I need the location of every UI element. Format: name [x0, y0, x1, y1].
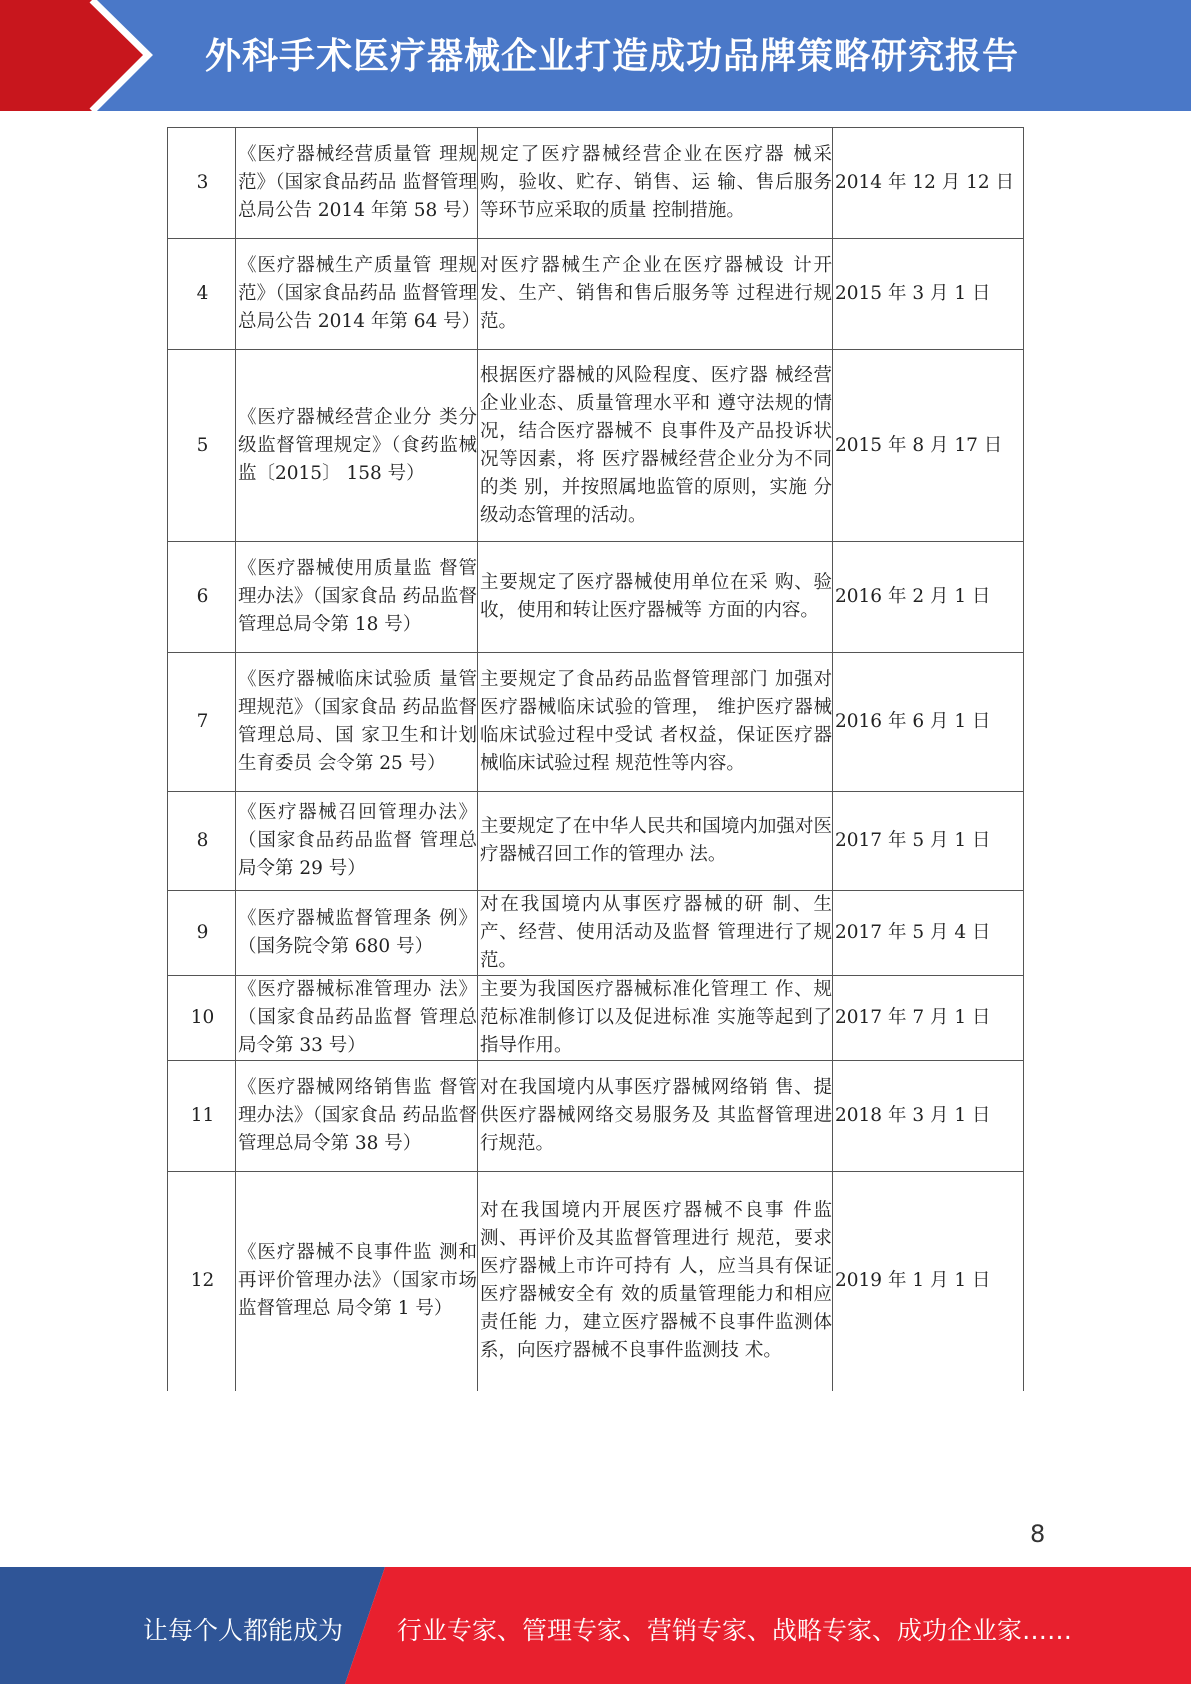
row-number: 11	[168, 1061, 236, 1172]
effective-date: 2019 年 1 月 1 日	[833, 1172, 1024, 1391]
footer-slogan-left: 让每个人都能成为	[143, 1616, 344, 1645]
row-number: 4	[168, 239, 236, 350]
effective-date: 2016 年 2 月 1 日	[833, 542, 1024, 653]
table-row	[168, 1172, 1024, 1391]
effective-date: 2017 年 5 月 4 日	[833, 891, 1024, 976]
regulation-description: 对医疗器械生产企业在医疗器械设 计开发、生产、销售和售后服务等 过程进行规范。	[478, 239, 833, 350]
regulation-description: 对在我国境内从事医疗器械网络销 售、提供医疗器械网络交易服务及 其监督管理进行规范。	[478, 1061, 833, 1172]
page-header	[0, 0, 1191, 111]
row-number: 5	[168, 350, 236, 542]
effective-date: 2016 年 6 月 1 日	[833, 653, 1024, 792]
table-row	[168, 976, 1024, 1061]
regulation-name: 《医疗器械临床试验质 量管理规范》（国家食品 药品监督管理总局、国 家卫生和计划生育委员 会令第 25 号）	[236, 653, 478, 792]
row-number: 8	[168, 792, 236, 891]
table-row	[168, 792, 1024, 891]
regulation-description: 主要规定了在中华人民共和国境内加强对医疗器械召回工作的管理办 法。	[478, 792, 833, 891]
page-number: 8	[1030, 1520, 1046, 1548]
regulation-name: 《医疗器械使用质量监 督管理办法》（国家食品 药品监督管理总局令第 18 号）	[236, 542, 478, 653]
regulation-description: 主要规定了食品药品监督管理部门 加强对医疗器械临床试验的管理， 维护医疗器械临床试验过程中受试 者权益，保证医疗器械临床试验过程 规范性等内容。	[478, 653, 833, 792]
regulations-table	[167, 127, 1024, 1391]
table-row	[168, 350, 1024, 542]
header-arrow-decoration	[0, 0, 160, 111]
effective-date: 2015 年 3 月 1 日	[833, 239, 1024, 350]
row-number: 6	[168, 542, 236, 653]
effective-date: 2017 年 5 月 1 日	[833, 792, 1024, 891]
row-number: 9	[168, 891, 236, 976]
table-row	[168, 239, 1024, 350]
row-number: 12	[168, 1172, 236, 1391]
regulation-name: 《医疗器械网络销售监 督管理办法》（国家食品 药品监督管理总局令第 38 号）	[236, 1061, 478, 1172]
effective-date: 2017 年 7 月 1 日	[833, 976, 1024, 1061]
regulation-name: 《医疗器械标准管理办 法》（国家食品药品监督 管理总局令第 33 号）	[236, 976, 478, 1061]
regulation-description: 对在我国境内开展医疗器械不良事 件监测、再评价及其监督管理进行 规范，要求医疗器械上市许可持有 人，应当具有保证医疗器械安全有 效的质量管理能力和相应责任能 力，建立医疗器械不良事件监测体 系，向医疗器械不良事件监测技 术。	[478, 1172, 833, 1391]
effective-date: 2018 年 3 月 1 日	[833, 1061, 1024, 1172]
row-number: 10	[168, 976, 236, 1061]
effective-date: 2015 年 8 月 17 日	[833, 350, 1024, 542]
regulation-name: 《医疗器械监督管理条 例》（国务院令第 680 号）	[236, 891, 478, 976]
table-row	[168, 128, 1024, 239]
regulation-description: 主要规定了医疗器械使用单位在采 购、验收，使用和转让医疗器械等 方面的内容。	[478, 542, 833, 653]
table-row	[168, 891, 1024, 976]
page-footer	[0, 1567, 1191, 1684]
table-row	[168, 1061, 1024, 1172]
regulation-name: 《医疗器械不良事件监 测和再评价管理办法》（国家市场监督管理总 局令第 1 号）	[236, 1172, 478, 1391]
row-number: 3	[168, 128, 236, 239]
report-title: 外科手术医疗器械企业打造成功品牌策略研究报告	[205, 36, 1020, 77]
row-number: 7	[168, 653, 236, 792]
regulation-name: 《医疗器械经营质量管 理规范》（国家食品药品 监督管理总局公告 2014 年第 58 号）	[236, 128, 478, 239]
effective-date: 2014 年 12 月 12 日	[833, 128, 1024, 239]
regulation-description: 规定了医疗器械经营企业在医疗器 械采购，验收、贮存、销售、运 输、售后服务等环节应采取的质量 控制措施。	[478, 128, 833, 239]
regulation-name: 《医疗器械生产质量管 理规范》（国家食品药品 监督管理总局公告 2014 年第 64 号）	[236, 239, 478, 350]
table-row	[168, 653, 1024, 792]
footer-slogan-right: 行业专家、管理专家、营销专家、战略专家、成功企业家……	[397, 1616, 1073, 1645]
regulation-name: 《医疗器械召回管理办法》（国家食品药品监督 管理总局令第 29 号）	[236, 792, 478, 891]
regulation-name: 《医疗器械经营企业分 类分级监督管理规定》（食药监械监〔2015〕 158 号）	[236, 350, 478, 542]
regulation-description: 对在我国境内从事医疗器械的研 制、生产、经营、使用活动及监督 管理进行了规范。	[478, 891, 833, 976]
regulation-description: 主要为我国医疗器械标准化管理工 作、规范标准制修订以及促进标准 实施等起到了指导作用。	[478, 976, 833, 1061]
regulation-description: 根据医疗器械的风险程度、医疗器 械经营企业业态、质量管理水平和 遵守法规的情况，结合医疗器械不 良事件及产品投诉状况等因素，将 医疗器械经营企业分为不同的类 别，并按照属地监管的原则，实施 分级动态管理的活动。	[478, 350, 833, 542]
table-row	[168, 542, 1024, 653]
